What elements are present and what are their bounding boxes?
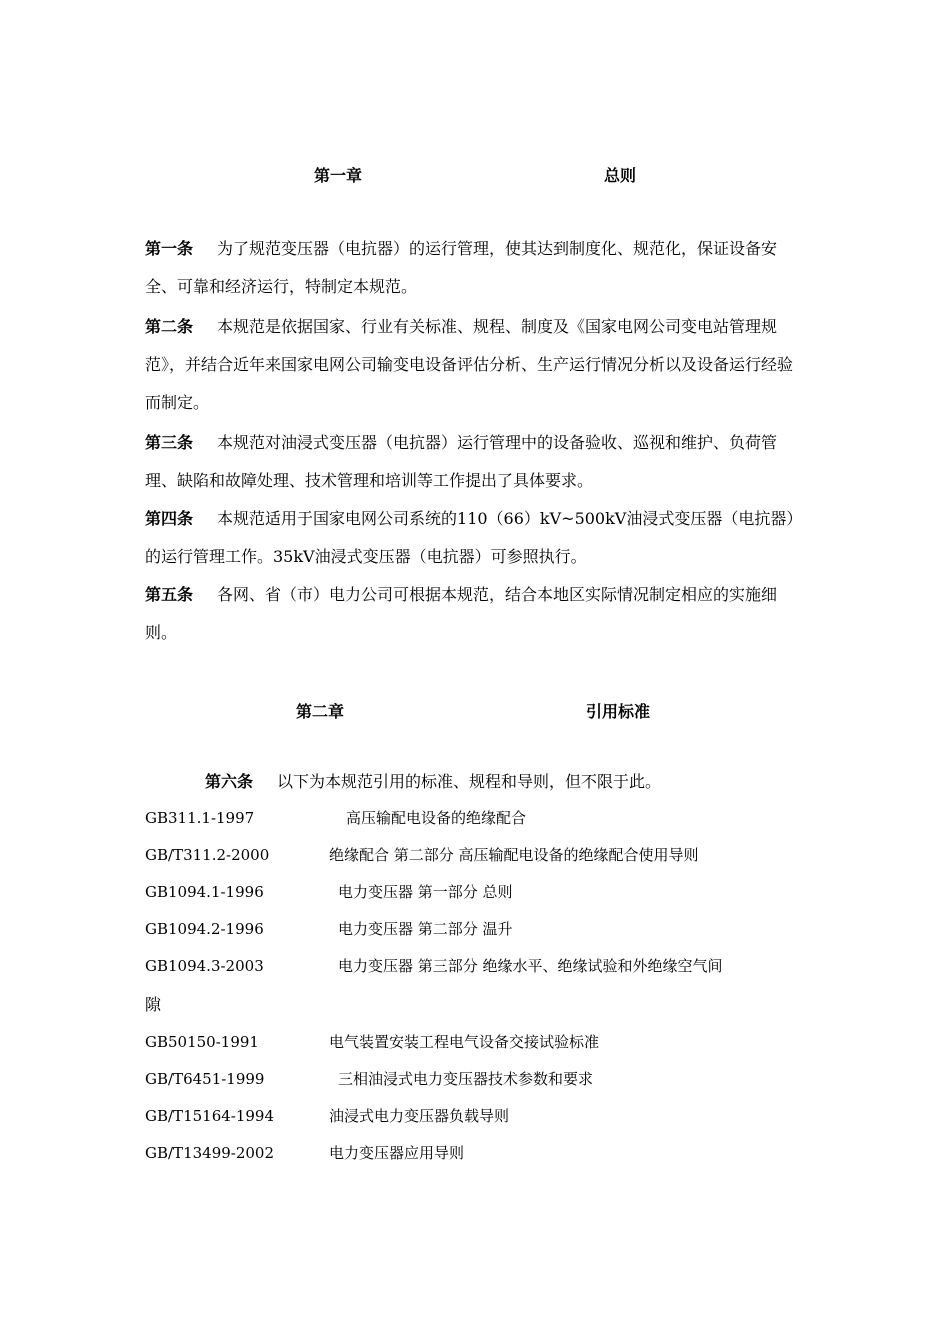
standard-code: GB1094.3-2003 (145, 957, 264, 975)
standard-code: GB311.1-1997 (145, 809, 255, 827)
standard-name: 三相油浸式电力变压器技术参数和要求 (338, 1070, 594, 1088)
standard-code: GB1094.2-1996 (145, 920, 264, 938)
standard-name: 电力变压器应用导则 (329, 1144, 465, 1162)
standard-name: 高压输配电设备的绝缘配合 (346, 809, 527, 827)
standard-name: 油浸式电力变压器负载导则 (329, 1107, 510, 1125)
article-label: 第五条 (145, 585, 194, 604)
standard-code: GB/T6451-1999 (145, 1070, 265, 1088)
article-5 (145, 576, 805, 652)
article-label: 第三条 (145, 433, 194, 452)
standard-code: GB50150-1991 (145, 1033, 259, 1051)
standard-code: GB/T311.2-2000 (145, 846, 270, 864)
article-2 (145, 308, 805, 422)
article-label: 第一条 (145, 239, 194, 258)
chapter-2-number: 第二章 (296, 702, 345, 721)
article-text: 各网、省（市）电力公司可根据本规范，结合本地区实际情况制定相应的实施细则。 (145, 585, 778, 642)
article-3 (145, 424, 805, 500)
article-text: 本规范适用于国家电网公司系统的110（66）kV~500kV油浸式变压器（电抗器）的运行管理工作。35kV油浸式变压器（电抗器）可参照执行。 (145, 509, 803, 566)
article-label: 第四条 (145, 509, 194, 528)
article-text: 以下为本规范引用的标准、规程和导则，但不限于此。 (277, 772, 662, 791)
article-label: 第六条 (205, 772, 254, 791)
standard-name: 电力变压器 第三部分 绝缘水平、绝缘试验和外绝缘空气间 (338, 957, 723, 975)
article-text: 为了规范变压器（电抗器）的运行管理，使其达到制度化、规范化，保证设备安全、可靠和经济运行，特制定本规范。 (145, 239, 778, 296)
chapter-1-number: 第一章 (314, 166, 363, 185)
article-4 (145, 500, 805, 576)
standard-name: 电力变压器 第二部分 温升 (338, 920, 513, 938)
article-label: 第二条 (145, 317, 194, 336)
chapter-1-title: 总则 (604, 166, 637, 185)
standard-code: GB1094.1-1996 (145, 883, 264, 901)
standard-name-continuation: 隙 (145, 995, 162, 1014)
article-6 (205, 763, 805, 801)
standard-name: 绝缘配合 第二部分 高压输配电设备的绝缘配合使用导则 (329, 846, 699, 864)
standard-code: GB/T15164-1994 (145, 1107, 275, 1125)
standard-code: GB/T13499-2002 (145, 1144, 275, 1162)
standard-name: 电力变压器 第一部分 总则 (338, 883, 513, 901)
standard-name: 电气装置安装工程电气设备交接试验标准 (329, 1033, 600, 1051)
chapter-2-title: 引用标准 (586, 702, 651, 721)
article-text: 本规范对油浸式变压器（电抗器）运行管理中的设备验收、巡视和维护、负荷管理、缺陷和故障处理、技术管理和培训等工作提出了具体要求。 (145, 433, 778, 490)
article-text: 本规范是依据国家、行业有关标准、规程、制度及《国家电网公司变电站管理规范》，并结合近年来国家电网公司输变电设备评估分析、生产运行情况分析以及设备运行经验而制定。 (145, 317, 794, 412)
article-1 (145, 230, 805, 306)
